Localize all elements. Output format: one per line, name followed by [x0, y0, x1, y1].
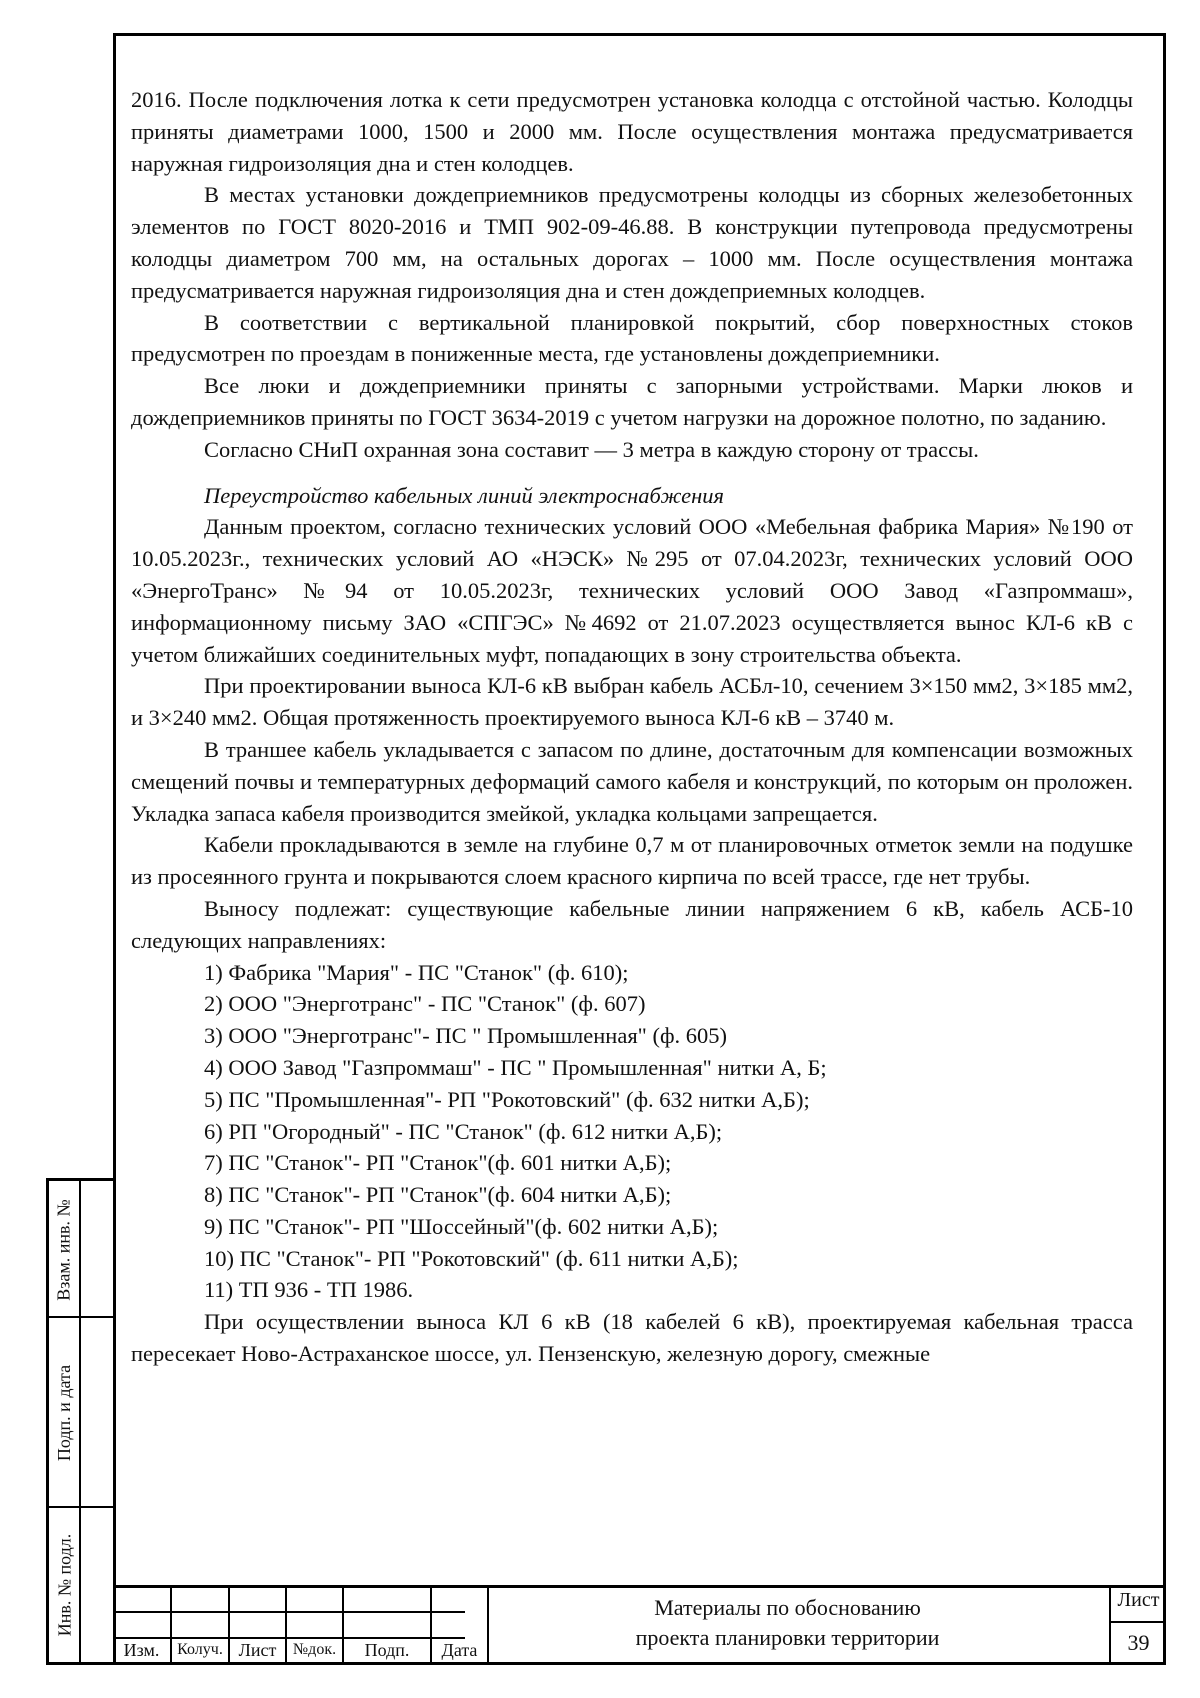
title-block-grid-line: [113, 1611, 465, 1613]
paragraph: Все люки и дождеприемники приняты с запорными устройствами. Марки люков и дождеприемников приняты по ГОСТ 3634-2019 с учетом нагрузки на дорожное полотно, по заданию.: [131, 373, 1133, 430]
paragraph: В траншее кабель укладывается с запасом по длине, достаточным для компенсации возможных смещений почвы и температурных деформаций самого кабеля и конструкций, по которым он проложен. Укладка запаса кабеля производится змейкой, укладка кольцами запрещается.: [131, 736, 1133, 826]
title-block-grid-line: [1111, 1621, 1166, 1623]
title-block-grid-line: [113, 1637, 465, 1639]
paragraph: Согласно СНиП охранная зона составит — 3 метра в каждую сторону от трассы.: [204, 436, 979, 462]
side-stamp-podp-label: Подп. и дата: [54, 1364, 75, 1462]
list-item: 8) ПС "Станок"- РП "Станок"(ф. 604 нитки А,Б);: [204, 1182, 672, 1208]
list-item: 4) ООО Завод "Газпроммаш" - ПС " Промышленная" нитки А, Б;: [204, 1054, 827, 1080]
title-block-col-data: Дата: [441, 1640, 478, 1660]
title-block-top-line: [113, 1585, 1166, 1588]
title-block-col-podp: Подп.: [364, 1640, 410, 1660]
document-title: [465, 1593, 1110, 1653]
list-item: 9) ПС "Станок"- РП "Шоссейный"(ф. 602 нитки А,Б);: [204, 1213, 719, 1239]
title-block-col-list: Лист: [238, 1640, 277, 1660]
list-item: 11) ТП 936 - ТП 1986.: [204, 1277, 414, 1303]
paragraph: Данным проектом, согласно технических условий ООО «Мебельная фабрика Мария» №190 от 10.05.2023г., технических условий АО «НЭСК» №295 от 07.04.2023г, технических условий ООО «ЭнергоТранс» №94 от 10.05.2023г, технических условий ООО Завод «Газпроммаш», информационному письму ЗАО «СПГЭС» №4692 от 21.07.2023 осуществляется вынос КЛ-6 кВ с учетом ближайших соединительных муфт, попадающих в зону строительства объекта.: [131, 514, 1133, 667]
side-stamp-vzam-label: Взам. инв. №: [54, 1198, 74, 1301]
list-item: 10) ПС "Станок"- РП "Рокотовский" (ф. 611 нитки А,Б);: [204, 1245, 739, 1271]
paragraph: Кабели прокладываются в земле на глубине 0,7 м от планировочных отметок земли на подушке из просеянного грунта и покрываются слоем красного кирпича по всей трассе, где нет трубы.: [131, 832, 1133, 890]
side-stamp: [46, 1178, 113, 1665]
list-item: 3) ООО "Энерготранс"- ПС " Промышленная" (ф. 605): [204, 1023, 728, 1049]
list-item: 6) РП "Огородный" - ПС "Станок" (ф. 612 нитки А,Б);: [204, 1118, 723, 1144]
side-stamp-cell-inv: [51, 1508, 77, 1662]
section-heading: Переустройство кабельных линий электроснабжения: [204, 482, 724, 508]
paragraph: В соответствии с вертикальной планировкой покрытий, сбор поверхностных стоков предусмотрен по проездам в пониженные места, где установлены дождеприемники.: [131, 309, 1133, 367]
document-body: [131, 84, 1133, 1370]
list-item: 1) Фабрика "Мария" - ПС "Станок" (ф. 610);: [204, 959, 629, 985]
side-stamp-cell-podp: [51, 1318, 77, 1508]
sheet-number: 39: [1127, 1630, 1150, 1655]
paragraph: В местах установки дождеприемников предусмотрены колодцы из сборных железобетонных элементов по ГОСТ 8020-2016 и ТМП 902-09-46.88. В конструкции путепровода предусмотрены колодцы диаметром 700 мм, на остальных дорогах – 1000 мм. После осуществления монтажа предусматривается наружная гидроизоляция дна и стен дождеприемных колодцев.: [131, 182, 1133, 303]
paragraph: Выносу подлежат: существующие кабельные линии напряжением 6 кВ, кабель АСБ-10 следующих направлениях:: [131, 895, 1133, 953]
sheet-label: Лист: [1117, 1589, 1160, 1611]
title-block-col-izm: Изм.: [123, 1640, 160, 1660]
title-block-col-koluch: Колуч.: [177, 1641, 223, 1658]
paragraph: При проектировании выноса КЛ-6 кВ выбран кабель АСБл-10, сечением 3×150 мм2, 3×185 мм2, и 3×240 мм2. Общая протяженность проектируемого выноса КЛ-6 кВ – 3740 м.: [131, 673, 1133, 731]
document-title-line2: проекта планировки территории: [635, 1625, 940, 1650]
paragraph: 2016. После подключения лотка к сети предусмотрен установка колодца с отстойной частью. Колодцы приняты диаметрами 1000, 1500 и 2000 мм. После осуществления монтажа предусматривается наружная гидроизоляция дна и стен колодцев.: [131, 87, 1133, 176]
list-item: 7) ПС "Станок"- РП "Станок"(ф. 601 нитки А,Б);: [204, 1150, 672, 1176]
document-title-line1: Материалы по обоснованию: [654, 1595, 921, 1620]
list-item: 2) ООО "Энерготранс" - ПС "Станок" (ф. 607): [204, 991, 646, 1017]
paragraph: При осуществлении выноса КЛ 6 кВ (18 кабелей 6 кВ), проектируемая кабельная трасса пересекает Ново-Астраханское шоссе, ул. Пензенскую, железную дорогу, смежные: [131, 1309, 1133, 1367]
side-stamp-inv-label: Инв. № подл.: [54, 1533, 74, 1637]
title-block-col-ndok: №док.: [292, 1641, 337, 1658]
list-item: 5) ПС "Промышленная"- РП "Рокотовский" (ф. 632 нитки А,Б);: [204, 1086, 810, 1112]
side-stamp-cell-vzam: [51, 1181, 77, 1318]
